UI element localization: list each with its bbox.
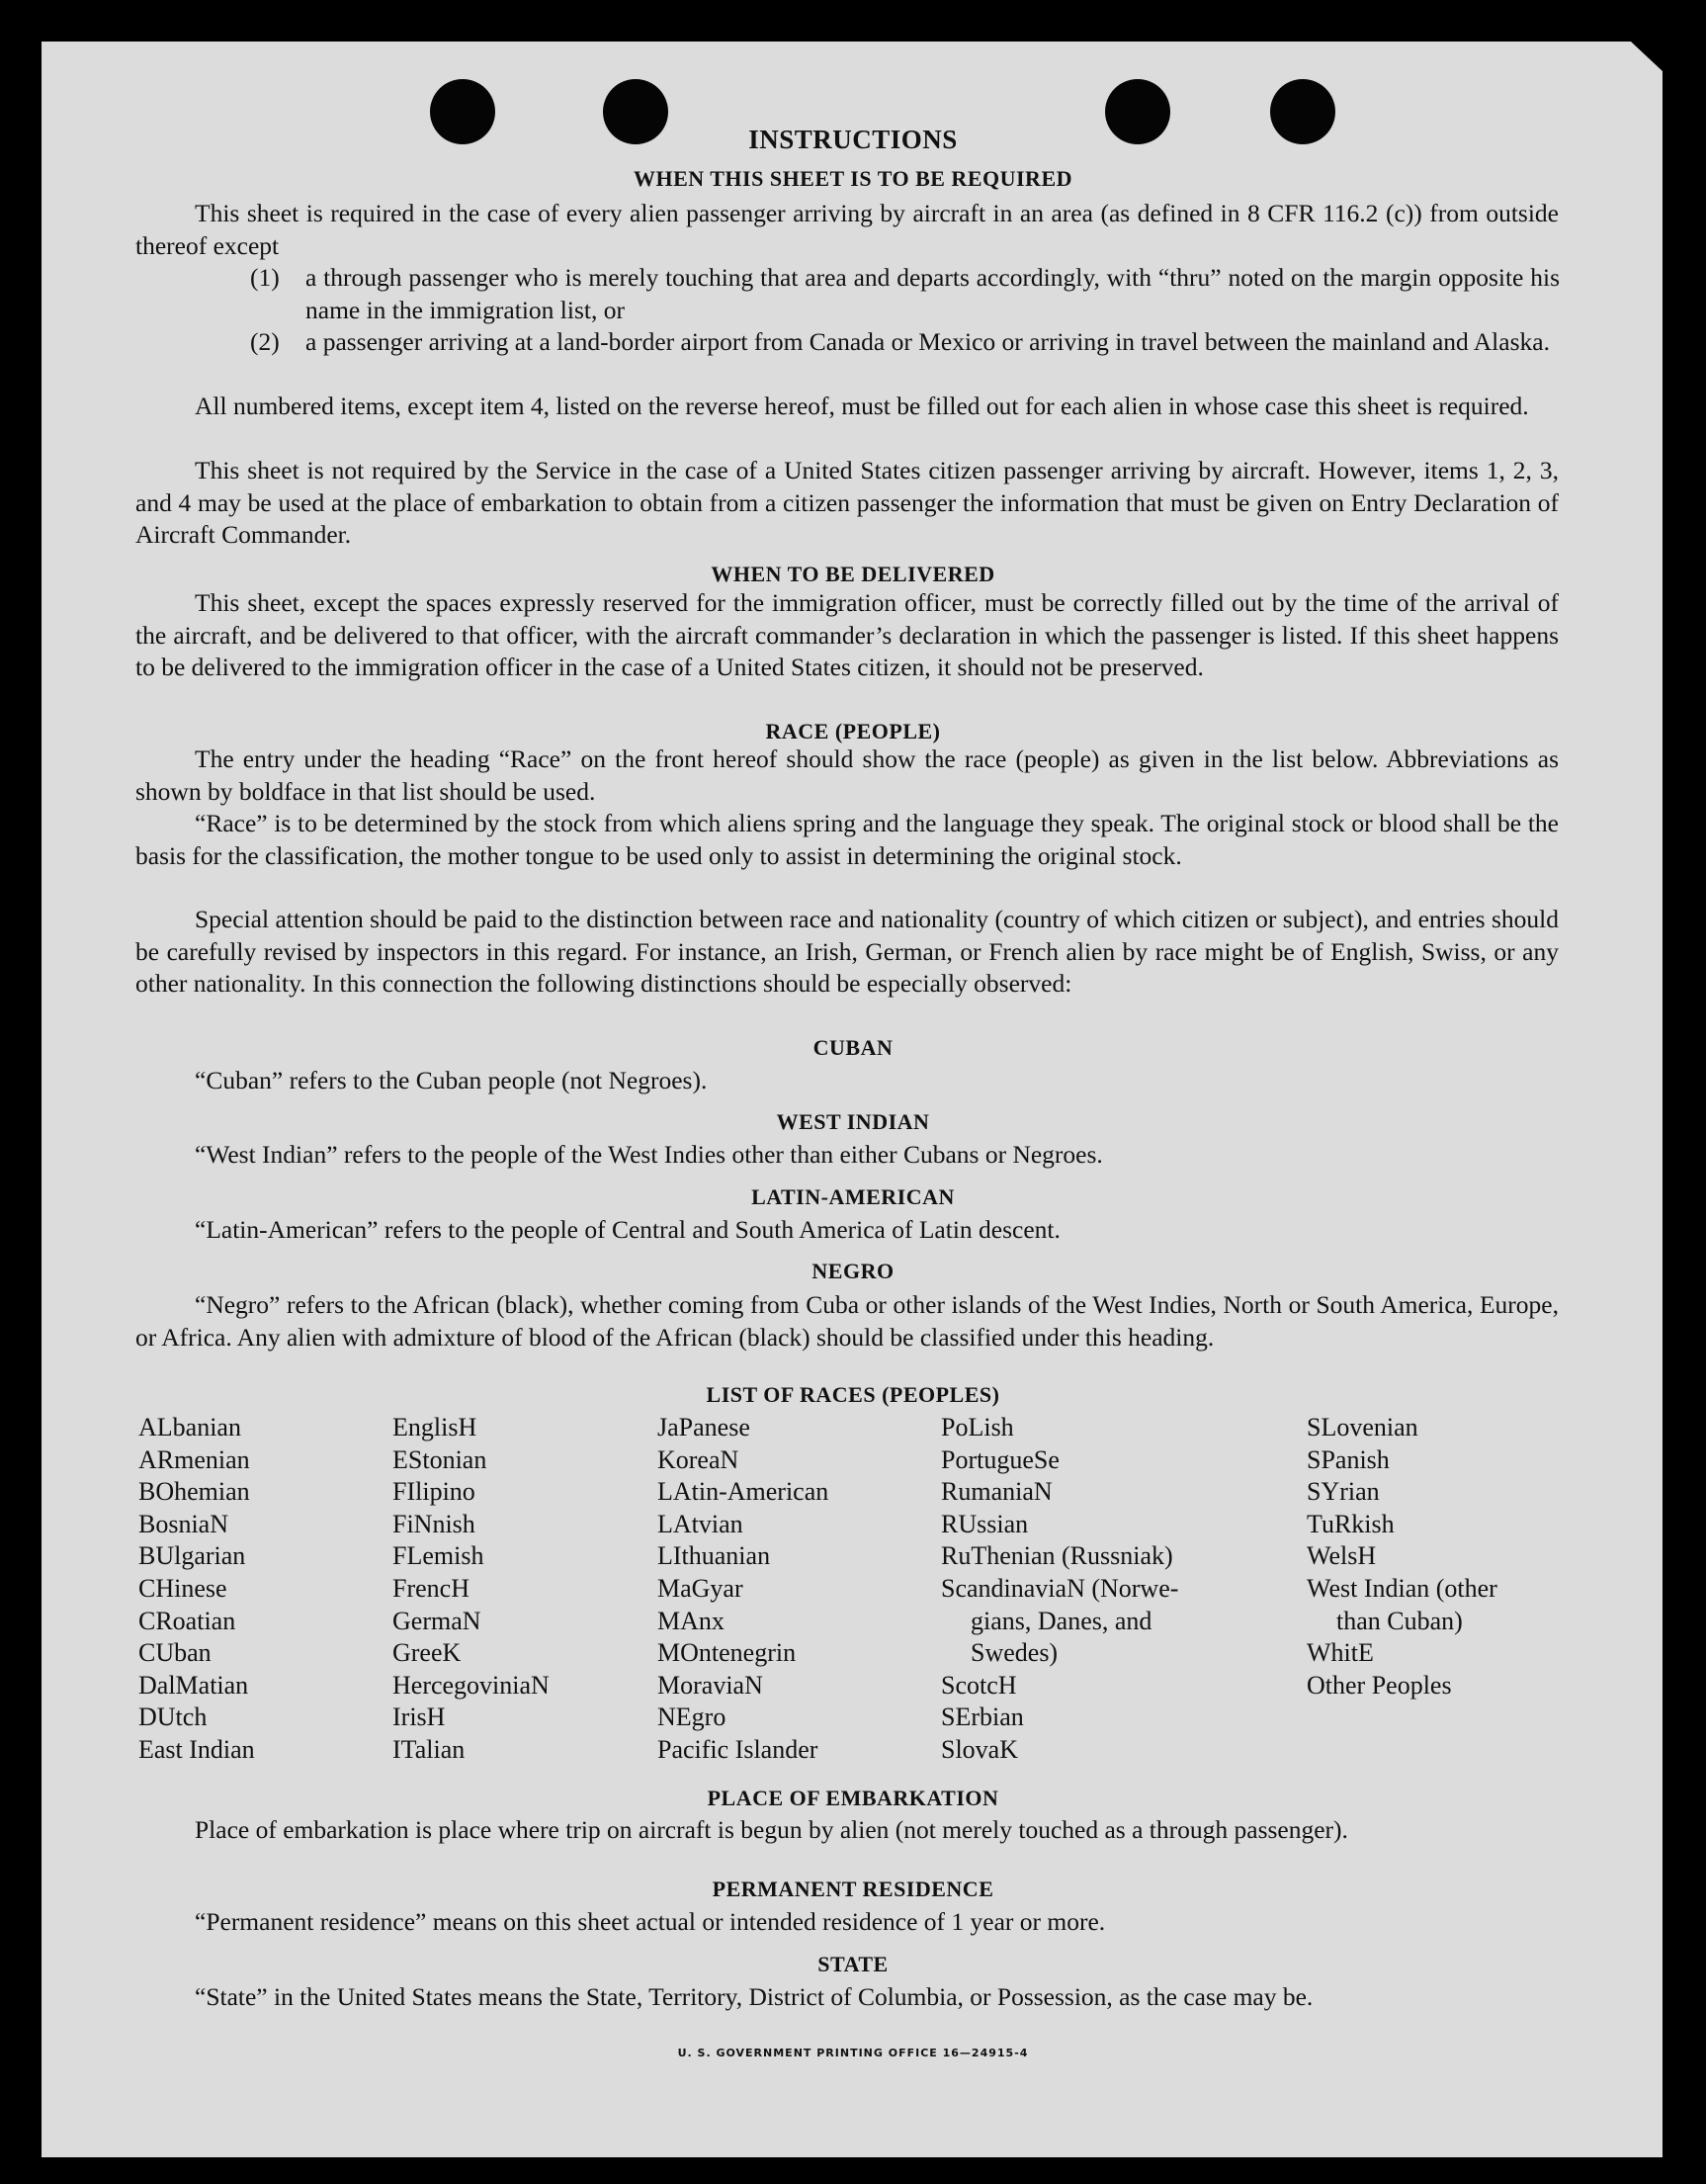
race-entry: FIlipino: [392, 1477, 475, 1507]
race-entry: SlovaK: [941, 1734, 1018, 1764]
race-entry: Other Peoples: [1307, 1670, 1452, 1700]
race-entry: East Indian: [138, 1734, 255, 1764]
section-heading: PERMANENT RESIDENCE: [712, 1877, 994, 1901]
section-heading: NEGRO: [811, 1259, 895, 1283]
race-entry: WelsH: [1307, 1541, 1377, 1571]
race-entry: DalMatian: [138, 1670, 249, 1700]
section-heading: LATIN-AMERICAN: [751, 1184, 955, 1209]
race-entry: Swedes): [971, 1638, 1059, 1668]
race-entry: RUssian: [941, 1509, 1029, 1538]
race-entry: RuThenian (Russniak): [941, 1541, 1173, 1571]
item-text: a through passenger who is merely touching that area and departs accordingly, with “thru” noted on the margin opposite his name in the immigration list, or: [305, 263, 1560, 324]
race-entry: EnglisH: [392, 1413, 477, 1441]
paragraph: [135, 1214, 1559, 1247]
race-entry: gians, Danes, and: [971, 1606, 1152, 1635]
paragraph: [135, 904, 1559, 1001]
paragraph-text: This sheet, except the spaces expressly reserved for the immigration officer, must be correctly filled out by the time of the arrival of the aircraft, and be delivered to that officer, with the aircraft commander’s declaration in which the passenger is listed. If this sheet happens to be delivered to the immigration officer in the case of a United States citizen, it should not be preserved.: [135, 588, 1559, 681]
race-entry: ARmenian: [138, 1444, 250, 1474]
race-entry: SYrian: [1307, 1477, 1380, 1507]
paragraph-text: This sheet is not required by the Service in the case of a United States citizen passenger arriving by aircraft. However, items 1, 2, 3, and 4 may be used at the place of embarkation to obtain from a citizen passenger the information that must be given on Entry Declaration of Aircraft Commander.: [135, 456, 1559, 549]
race-entry: LAtin-American: [657, 1477, 829, 1507]
paragraph: [135, 455, 1559, 552]
paragraph-text: “Race” is to be determined by the stock from which aliens spring and the language they speak. The original stock or blood shall be the basis for the classification, the mother tongue to be used only to assist in determining the original stock.: [135, 809, 1559, 870]
paragraph-text: All numbered items, except item 4, listed on the reverse hereof, must be filled out for each alien in whose case this sheet is required.: [195, 392, 1529, 420]
race-entry: than Cuban): [1336, 1606, 1463, 1635]
race-entry: SErbian: [941, 1703, 1024, 1732]
item-number: (2): [250, 327, 280, 356]
race-column: [392, 1412, 550, 1767]
paragraph-text: “Cuban” refers to the Cuban people (not Negroes).: [195, 1066, 708, 1094]
paragraph-text: “State” in the United States means the State, Territory, District of Columbia, or Possession, as the case may be.: [195, 1982, 1314, 2011]
paragraph: [135, 1814, 1559, 1847]
race-entry: SLovenian: [1307, 1413, 1418, 1441]
race-entry: DUtch: [138, 1703, 208, 1732]
race-column: [941, 1412, 1178, 1767]
race-entry: BUlgarian: [138, 1541, 246, 1571]
race-entry: KoreaN: [657, 1444, 739, 1474]
section-heading: STATE: [817, 1952, 889, 1976]
race-entry: BosniaN: [138, 1509, 228, 1538]
race-entry: West Indian (other: [1307, 1573, 1497, 1603]
race-entry: MOntenegrin: [657, 1638, 797, 1668]
race-entry: CHinese: [138, 1573, 227, 1603]
race-entry: CRoatian: [138, 1606, 236, 1635]
race-entry: NEgro: [657, 1703, 726, 1732]
race-entry: ALbanian: [138, 1413, 241, 1441]
race-entry: PoLish: [941, 1413, 1014, 1441]
race-entry: ScotcH: [941, 1670, 1017, 1700]
paragraph: [135, 587, 1559, 684]
race-entry: HercegoviniaN: [392, 1670, 550, 1700]
paragraph-text: Special attention should be paid to the distinction between race and nationality (country of which citizen or subject), and entries should be carefully revised by inspectors in this regard. For instance, an Irish, German, or French alien by race might be of English, Swiss, or any other nationality. In this connection the following distinctions should be especially observed:: [135, 905, 1559, 998]
race-entry: MaGyar: [657, 1573, 743, 1603]
section-heading: WHEN TO BE DELIVERED: [711, 562, 995, 586]
race-entry: MoraviaN: [657, 1670, 763, 1700]
section-heading: WEST INDIAN: [776, 1109, 930, 1134]
section-heading: RACE (PEOPLE): [765, 719, 941, 743]
race-entry: ITalian: [392, 1734, 466, 1764]
printer-imprint: U. S. GOVERNMENT PRINTING OFFICE 16—24915-4: [677, 2047, 1029, 2059]
paragraph: [135, 1906, 1559, 1939]
race-entry: MAnx: [657, 1606, 725, 1635]
paragraph: [135, 808, 1559, 872]
section-heading: PLACE OF EMBARKATION: [707, 1786, 999, 1810]
paragraph-text: “Permanent residence” means on this sheet actual or intended residence of 1 year or more.: [195, 1907, 1106, 1936]
race-column: [138, 1412, 255, 1767]
section-heading: CUBAN: [812, 1035, 894, 1060]
race-entry: LAtvian: [657, 1509, 743, 1538]
paragraph: [135, 1139, 1559, 1172]
section-heading: LIST OF RACES (PEOPLES): [706, 1382, 1000, 1407]
paragraph: [135, 198, 1559, 262]
race-entry: TuRkish: [1307, 1509, 1395, 1538]
paragraph: [135, 743, 1559, 808]
item-text: a passenger arriving at a land-border airport from Canada or Mexico or arriving in travel between the mainland and Alaska.: [305, 327, 1550, 356]
race-entry: JaPanese: [657, 1413, 750, 1441]
race-entry: RumaniaN: [941, 1477, 1053, 1507]
race-entry: BOhemian: [138, 1477, 250, 1507]
item-number: (1): [250, 263, 280, 292]
race-entry: Pacific Islander: [657, 1734, 818, 1764]
corner-notch: [1631, 42, 1663, 71]
list-item: [250, 326, 1560, 359]
race-entry: GermaN: [392, 1606, 481, 1635]
race-entry: ScandinaviaN (Norwe-: [941, 1573, 1179, 1603]
race-column: [657, 1412, 828, 1767]
paragraph: [135, 1981, 1559, 2014]
section-heading: WHEN THIS SHEET IS TO BE REQUIRED: [633, 166, 1073, 191]
paragraph: [135, 391, 1559, 423]
race-entry: FrencH: [392, 1573, 469, 1603]
paragraph-text: This sheet is required in the case of every alien passenger arriving by aircraft in an area (as defined in 8 CFR 116.2 (c)) from outside thereof except: [135, 199, 1559, 260]
paragraph: [135, 1065, 1559, 1097]
paragraph: [135, 1289, 1559, 1354]
race-entry: GreeK: [392, 1638, 462, 1668]
race-entry: LIthuanian: [657, 1541, 771, 1571]
race-entry: CUban: [138, 1638, 212, 1668]
paragraph-text: “Negro” refers to the African (black), whether coming from Cuba or other islands of the West Indies, North or South America, Europe, or Africa. Any alien with admixture of blood of the African (black) should be classified under this heading.: [135, 1290, 1559, 1352]
paragraph-text: The entry under the heading “Race” on the front hereof should show the race (people) as given in the list below. Abbreviations as shown by boldface in that list should be used.: [135, 744, 1559, 806]
page-title: INSTRUCTIONS: [748, 125, 958, 154]
paragraph-text: “West Indian” refers to the people of the West Indies other than either Cubans or Negroes.: [195, 1140, 1103, 1169]
race-entry: IrisH: [392, 1703, 446, 1732]
paragraph-text: “Latin-American” refers to the people of Central and South America of Latin descent.: [195, 1215, 1061, 1244]
race-entry: WhitE: [1307, 1638, 1374, 1668]
race-entry: EStonian: [392, 1444, 487, 1474]
race-entry: SPanish: [1307, 1444, 1390, 1474]
race-entry: FLemish: [392, 1541, 484, 1571]
race-column: [1307, 1412, 1497, 1702]
list-item: [250, 262, 1560, 326]
paragraph-text: Place of embarkation is place where trip on aircraft is begun by alien (not merely touched as a through passenger).: [195, 1815, 1348, 1844]
race-entry: FiNnish: [392, 1509, 475, 1538]
race-entry: PortugueSe: [941, 1444, 1060, 1474]
